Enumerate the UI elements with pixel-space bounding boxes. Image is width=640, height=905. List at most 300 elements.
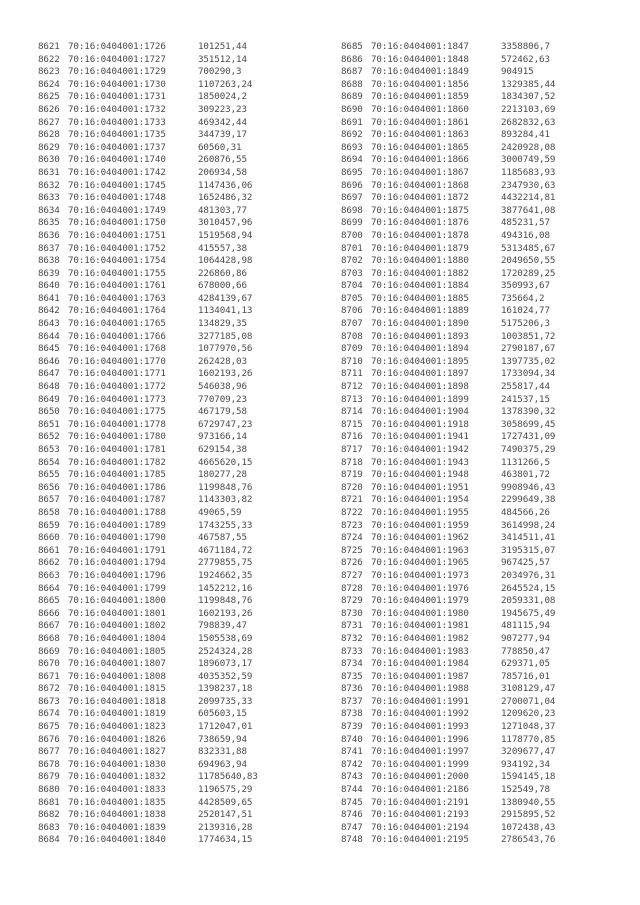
- table-row: [38, 142, 328, 155]
- cadastral-number: 70:16:0404001:1897: [371, 368, 469, 380]
- table-row: [38, 646, 328, 659]
- cadastral-value: 3614998,24: [501, 519, 556, 531]
- row-number: 8726: [341, 557, 363, 569]
- cadastral-number: 70:16:0404001:1773: [68, 393, 166, 405]
- row-number: 8689: [341, 91, 363, 103]
- row-number: 8660: [38, 532, 60, 544]
- row-number: 8694: [341, 154, 363, 166]
- cadastral-value: 3277185,08: [198, 330, 253, 342]
- cadastral-number: 70:16:0404001:1856: [371, 78, 469, 90]
- cadastral-number: 70:16:0404001:1799: [68, 582, 166, 594]
- cadastral-number: 70:16:0404001:1818: [68, 695, 166, 707]
- cadastral-number: 70:16:0404001:1729: [68, 66, 166, 78]
- cadastral-value: 262428,03: [198, 355, 247, 367]
- cadastral-number: 70:16:0404001:1875: [371, 204, 469, 216]
- table-row: [38, 331, 328, 344]
- row-number: 8697: [341, 192, 363, 204]
- table-row: [38, 469, 328, 482]
- row-number: 8648: [38, 381, 60, 393]
- cadastral-value: 934192,34: [501, 758, 550, 770]
- row-number: 8715: [341, 418, 363, 430]
- table-row: [341, 154, 631, 167]
- table-row: [38, 129, 328, 142]
- cadastral-number: 70:16:0404001:1787: [68, 494, 166, 506]
- row-number: 8708: [341, 330, 363, 342]
- row-number: 8641: [38, 292, 60, 304]
- row-number: 8647: [38, 368, 60, 380]
- cadastral-number: 70:16:0404001:1895: [371, 355, 469, 367]
- table-row: [341, 268, 631, 281]
- cadastral-number: 70:16:0404001:2186: [371, 784, 469, 796]
- cadastral-number: 70:16:0404001:1761: [68, 280, 166, 292]
- row-number: 8663: [38, 569, 60, 581]
- cadastral-value: 9908946,43: [501, 481, 556, 493]
- row-number: 8745: [341, 796, 363, 808]
- cadastral-number: 70:16:0404001:1948: [371, 469, 469, 481]
- table-row: [341, 280, 631, 293]
- cadastral-value: 546038,96: [198, 381, 247, 393]
- cadastral-number: 70:16:0404001:1876: [371, 217, 469, 229]
- row-number: 8631: [38, 166, 60, 178]
- cadastral-value: 485231,57: [501, 217, 550, 229]
- cadastral-value: 4665620,15: [198, 456, 253, 468]
- cadastral-number: 70:16:0404001:1859: [371, 91, 469, 103]
- table-row: [38, 305, 328, 318]
- cadastral-number: 70:16:0404001:1962: [371, 532, 469, 544]
- cadastral-value: 484566,26: [501, 506, 550, 518]
- row-number: 8691: [341, 116, 363, 128]
- cadastral-value: 973166,14: [198, 431, 247, 443]
- table-row: [341, 230, 631, 243]
- table-row: [38, 507, 328, 520]
- row-number: 8744: [341, 784, 363, 796]
- row-number: 8662: [38, 557, 60, 569]
- cadastral-value: 1452212,16: [198, 582, 253, 594]
- cadastral-value: 350993,67: [501, 280, 550, 292]
- cadastral-number: 70:16:0404001:1954: [371, 494, 469, 506]
- cadastral-value: 907277,94: [501, 632, 550, 644]
- cadastral-value: 134829,35: [198, 318, 247, 330]
- row-number: 8718: [341, 456, 363, 468]
- table-row: [38, 520, 328, 533]
- cadastral-number: 70:16:0404001:1770: [68, 355, 166, 367]
- cadastral-number: 70:16:0404001:1794: [68, 557, 166, 569]
- table-row: [38, 532, 328, 545]
- table-row: [341, 444, 631, 457]
- table-row: [38, 280, 328, 293]
- cadastral-number: 70:16:0404001:1959: [371, 519, 469, 531]
- cadastral-number: 70:16:0404001:1782: [68, 456, 166, 468]
- row-number: 8687: [341, 66, 363, 78]
- table-row: [341, 784, 631, 797]
- row-number: 8664: [38, 582, 60, 594]
- cadastral-value: 4428509,65: [198, 796, 253, 808]
- table-row: [38, 771, 328, 784]
- cadastral-number: 70:16:0404001:1750: [68, 217, 166, 229]
- cadastral-number: 70:16:0404001:1737: [68, 141, 166, 153]
- cadastral-value: 3358806,7: [501, 41, 550, 52]
- table-row: [341, 117, 631, 130]
- table-row: [38, 41, 328, 54]
- cadastral-number: 70:16:0404001:1801: [68, 607, 166, 619]
- cadastral-value: 2049650,55: [501, 255, 556, 267]
- row-number: 8665: [38, 595, 60, 607]
- cadastral-number: 70:16:0404001:1880: [371, 255, 469, 267]
- table-row: [341, 746, 631, 759]
- table-row: [38, 368, 328, 381]
- cadastral-value: 481115,94: [501, 620, 550, 632]
- row-number: 8741: [341, 746, 363, 758]
- table-row: [38, 381, 328, 394]
- cadastral-value: 1652486,32: [198, 192, 253, 204]
- table-row: [38, 620, 328, 633]
- row-number: 8682: [38, 809, 60, 821]
- table-row: [341, 431, 631, 444]
- cadastral-value: 1072438,43: [501, 821, 556, 833]
- table-row: [341, 583, 631, 596]
- row-number: 8696: [341, 179, 363, 191]
- cadastral-value: 1147436,06: [198, 179, 253, 191]
- table-row: [341, 394, 631, 407]
- cadastral-number: 70:16:0404001:1764: [68, 305, 166, 317]
- cadastral-number: 70:16:0404001:1838: [68, 809, 166, 821]
- cadastral-number: 70:16:0404001:1882: [371, 267, 469, 279]
- cadastral-value: 2213103,69: [501, 103, 556, 115]
- cadastral-number: 70:16:0404001:1981: [371, 620, 469, 632]
- table-row: [341, 834, 631, 847]
- row-number: 8722: [341, 506, 363, 518]
- cadastral-number: 70:16:0404001:1748: [68, 192, 166, 204]
- cadastral-value: 5313485,67: [501, 242, 556, 254]
- cadastral-number: 70:16:0404001:1807: [68, 658, 166, 670]
- row-number: 8627: [38, 116, 60, 128]
- cadastral-value: 2915895,52: [501, 809, 556, 821]
- cadastral-number: 70:16:0404001:1943: [371, 456, 469, 468]
- cadastral-value: 3195315,07: [501, 544, 556, 556]
- table-row: [38, 117, 328, 130]
- cadastral-number: 70:16:0404001:1885: [371, 292, 469, 304]
- cadastral-number: 70:16:0404001:1785: [68, 469, 166, 481]
- row-number: 8622: [38, 53, 60, 65]
- cadastral-value: 2139316,28: [198, 821, 253, 833]
- table-row: [341, 180, 631, 193]
- table-row: [38, 192, 328, 205]
- table-row: [341, 305, 631, 318]
- cadastral-number: 70:16:0404001:1878: [371, 229, 469, 241]
- cadastral-number: 70:16:0404001:1890: [371, 318, 469, 330]
- row-number: 8649: [38, 393, 60, 405]
- cadastral-value: 2645524,15: [501, 582, 556, 594]
- cadastral-value: 180277,28: [198, 469, 247, 481]
- row-number: 8721: [341, 494, 363, 506]
- row-number: 8639: [38, 267, 60, 279]
- table-row: [38, 180, 328, 193]
- cadastral-value: 1178770,85: [501, 733, 556, 745]
- row-number: 8707: [341, 318, 363, 330]
- cadastral-value: 629371,05: [501, 658, 550, 670]
- table-row: [38, 54, 328, 67]
- cadastral-number: 70:16:0404001:1893: [371, 330, 469, 342]
- row-number: 8739: [341, 721, 363, 733]
- table-row: [38, 230, 328, 243]
- cadastral-value: 2682832,63: [501, 116, 556, 128]
- cadastral-number: 70:16:0404001:1768: [68, 343, 166, 355]
- table-row: [341, 671, 631, 684]
- cadastral-value: 2420928,08: [501, 141, 556, 153]
- cadastral-number: 70:16:0404001:1839: [68, 821, 166, 833]
- cadastral-value: 2700071,04: [501, 695, 556, 707]
- cadastral-value: 1199848,76: [198, 481, 253, 493]
- cadastral-value: 1774634,15: [198, 834, 253, 846]
- cadastral-number: 70:16:0404001:1963: [371, 544, 469, 556]
- cadastral-value: 629154,38: [198, 444, 247, 455]
- cadastral-number: 70:16:0404001:1980: [371, 607, 469, 619]
- table-row: [341, 381, 631, 394]
- cadastral-number: 70:16:0404001:1840: [68, 834, 166, 846]
- table-row: [38, 343, 328, 356]
- cadastral-value: 1134041,13: [198, 305, 253, 317]
- cadastral-value: 5175206,3: [501, 318, 550, 330]
- cadastral-value: 1271048,37: [501, 721, 556, 733]
- cadastral-number: 70:16:0404001:1754: [68, 255, 166, 267]
- row-number: 8626: [38, 103, 60, 115]
- cadastral-value: 2099735,33: [198, 695, 253, 707]
- table-row: [341, 457, 631, 470]
- cadastral-value: 2790187,67: [501, 343, 556, 355]
- table-row: [341, 356, 631, 369]
- row-number: 8746: [341, 809, 363, 821]
- cadastral-value: 785716,01: [501, 670, 550, 682]
- row-number: 8625: [38, 91, 60, 103]
- table-row: [38, 406, 328, 419]
- table-row: [341, 532, 631, 545]
- row-number: 8672: [38, 683, 60, 695]
- cadastral-number: 70:16:0404001:1781: [68, 444, 166, 455]
- table-row: [341, 759, 631, 772]
- table-row: [38, 205, 328, 218]
- row-number: 8719: [341, 469, 363, 481]
- row-number: 8666: [38, 607, 60, 619]
- row-number: 8652: [38, 431, 60, 443]
- cadastral-number: 70:16:0404001:1763: [68, 292, 166, 304]
- cadastral-number: 70:16:0404001:1780: [68, 431, 166, 443]
- table-row: [38, 104, 328, 117]
- cadastral-value: 605603,15: [198, 708, 247, 720]
- cadastral-number: 70:16:0404001:1796: [68, 569, 166, 581]
- cadastral-number: 70:16:0404001:1815: [68, 683, 166, 695]
- cadastral-number: 70:16:0404001:1732: [68, 103, 166, 115]
- row-number: 8710: [341, 355, 363, 367]
- row-number: 8735: [341, 670, 363, 682]
- cadastral-value: 415557,38: [198, 242, 247, 254]
- cadastral-value: 494316,08: [501, 229, 550, 241]
- table-row: [341, 368, 631, 381]
- cadastral-number: 70:16:0404001:1861: [371, 116, 469, 128]
- cadastral-number: 70:16:0404001:1791: [68, 544, 166, 556]
- cadastral-number: 70:16:0404001:1982: [371, 632, 469, 644]
- cadastral-value: 700290,3: [198, 66, 242, 78]
- cadastral-value: 2299649,38: [501, 494, 556, 506]
- table-row: [38, 595, 328, 608]
- cadastral-number: 70:16:0404001:1766: [68, 330, 166, 342]
- row-number: 8628: [38, 129, 60, 141]
- cadastral-number: 70:16:0404001:2000: [371, 771, 469, 783]
- cadastral-value: 1924662,35: [198, 569, 253, 581]
- row-number: 8671: [38, 670, 60, 682]
- row-number: 8644: [38, 330, 60, 342]
- row-number: 8674: [38, 708, 60, 720]
- table-row: [341, 167, 631, 180]
- table-row: [38, 570, 328, 583]
- cadastral-value: 4284139,67: [198, 292, 253, 304]
- cadastral-value: 2779855,75: [198, 557, 253, 569]
- cadastral-value: 832331,88: [198, 746, 247, 758]
- table-row: [38, 255, 328, 268]
- cadastral-number: 70:16:0404001:1965: [371, 557, 469, 569]
- table-row: [341, 620, 631, 633]
- cadastral-value: 1143303,82: [198, 494, 253, 506]
- cadastral-number: 70:16:0404001:1867: [371, 166, 469, 178]
- cadastral-number: 70:16:0404001:1984: [371, 658, 469, 670]
- row-number: 8679: [38, 771, 60, 783]
- cadastral-value: 1329385,44: [501, 78, 556, 90]
- row-number: 8737: [341, 695, 363, 707]
- cadastral-value: 1896073,17: [198, 658, 253, 670]
- cadastral-number: 70:16:0404001:1827: [68, 746, 166, 758]
- row-number: 8637: [38, 242, 60, 254]
- cadastral-number: 70:16:0404001:1789: [68, 519, 166, 531]
- table-row: [38, 356, 328, 369]
- table-row: [38, 91, 328, 104]
- cadastral-number: 70:16:0404001:1751: [68, 229, 166, 241]
- cadastral-value: 1077970,56: [198, 343, 253, 355]
- cadastral-number: 70:16:0404001:1992: [371, 708, 469, 720]
- cadastral-value: 2034976,31: [501, 569, 556, 581]
- row-number: 8678: [38, 758, 60, 770]
- table-row: [341, 469, 631, 482]
- table-row: [341, 557, 631, 570]
- row-number: 8703: [341, 267, 363, 279]
- cadastral-number: 70:16:0404001:1765: [68, 318, 166, 330]
- cadastral-number: 70:16:0404001:1941: [371, 431, 469, 443]
- cadastral-value: 1003851,72: [501, 330, 556, 342]
- cadastral-value: 481303,77: [198, 204, 247, 216]
- cadastral-value: 778850,47: [501, 645, 550, 657]
- table-row: [38, 154, 328, 167]
- table-row: [341, 797, 631, 810]
- row-number: 8701: [341, 242, 363, 254]
- table-row: [38, 809, 328, 822]
- cadastral-value: 4035352,59: [198, 670, 253, 682]
- cadastral-number: 70:16:0404001:2195: [371, 834, 469, 846]
- cadastral-value: 1397735,02: [501, 355, 556, 367]
- table-row: [341, 658, 631, 671]
- cadastral-number: 70:16:0404001:1904: [371, 406, 469, 418]
- cadastral-number: 70:16:0404001:2191: [371, 796, 469, 808]
- cadastral-value: 467179,58: [198, 406, 247, 418]
- cadastral-value: 1602193,26: [198, 607, 253, 619]
- table-row: [38, 822, 328, 835]
- cadastral-value: 1398237,18: [198, 683, 253, 695]
- row-number: 8643: [38, 318, 60, 330]
- cadastral-value: 735664,2: [501, 292, 545, 304]
- cadastral-number: 70:16:0404001:1848: [371, 53, 469, 65]
- row-number: 8714: [341, 406, 363, 418]
- row-number: 8717: [341, 444, 363, 455]
- cadastral-number: 70:16:0404001:1733: [68, 116, 166, 128]
- cadastral-number: 70:16:0404001:1775: [68, 406, 166, 418]
- cadastral-number: 70:16:0404001:1889: [371, 305, 469, 317]
- cadastral-value: 7490375,29: [501, 444, 556, 455]
- cadastral-value: 1712047,01: [198, 721, 253, 733]
- table-row: [38, 167, 328, 180]
- row-number: 8651: [38, 418, 60, 430]
- cadastral-number: 70:16:0404001:1830: [68, 758, 166, 770]
- row-number: 8702: [341, 255, 363, 267]
- table-row: [341, 633, 631, 646]
- table-row: [341, 822, 631, 835]
- table-row: [38, 494, 328, 507]
- cadastral-value: 467587,55: [198, 532, 247, 544]
- cadastral-number: 70:16:0404001:1735: [68, 129, 166, 141]
- cadastral-value: 3000749,59: [501, 154, 556, 166]
- cadastral-value: 770709,23: [198, 393, 247, 405]
- row-number: 8675: [38, 721, 60, 733]
- cadastral-value: 1850024,2: [198, 91, 247, 103]
- cadastral-value: 2520147,51: [198, 809, 253, 821]
- table-row: [341, 721, 631, 734]
- cadastral-number: 70:16:0404001:1996: [371, 733, 469, 745]
- table-row: [341, 419, 631, 432]
- row-number: 8632: [38, 179, 60, 191]
- cadastral-value: 1107263,24: [198, 78, 253, 90]
- table-row: [38, 797, 328, 810]
- cadastral-value: 4671184,72: [198, 544, 253, 556]
- row-number: 8733: [341, 645, 363, 657]
- cadastral-number: 70:16:0404001:1868: [371, 179, 469, 191]
- cadastral-number: 70:16:0404001:1849: [371, 66, 469, 78]
- row-number: 8633: [38, 192, 60, 204]
- cadastral-number: 70:16:0404001:1988: [371, 683, 469, 695]
- row-number: 8623: [38, 66, 60, 78]
- row-number: 8732: [341, 632, 363, 644]
- cadastral-value: 1505538,69: [198, 632, 253, 644]
- cadastral-value: 469342,44: [198, 116, 247, 128]
- table-row: [341, 809, 631, 822]
- table-row: [341, 192, 631, 205]
- cadastral-number: 70:16:0404001:1819: [68, 708, 166, 720]
- row-number: 8693: [341, 141, 363, 153]
- cadastral-number: 70:16:0404001:1979: [371, 595, 469, 607]
- row-number: 8704: [341, 280, 363, 292]
- table-row: [38, 746, 328, 759]
- table-row: [341, 595, 631, 608]
- cadastral-value: 904915: [501, 66, 534, 78]
- cadastral-number: 70:16:0404001:1865: [371, 141, 469, 153]
- cadastral-number: 70:16:0404001:1800: [68, 595, 166, 607]
- cadastral-number: 70:16:0404001:1987: [371, 670, 469, 682]
- cadastral-number: 70:16:0404001:1823: [68, 721, 166, 733]
- cadastral-number: 70:16:0404001:1726: [68, 41, 166, 52]
- cadastral-value: 2347930,63: [501, 179, 556, 191]
- cadastral-number: 70:16:0404001:1832: [68, 771, 166, 783]
- cadastral-number: 70:16:0404001:1879: [371, 242, 469, 254]
- table-row: [38, 583, 328, 596]
- row-number: 8723: [341, 519, 363, 531]
- row-number: 8688: [341, 78, 363, 90]
- table-row: [38, 217, 328, 230]
- cadastral-value: 2786543,76: [501, 834, 556, 846]
